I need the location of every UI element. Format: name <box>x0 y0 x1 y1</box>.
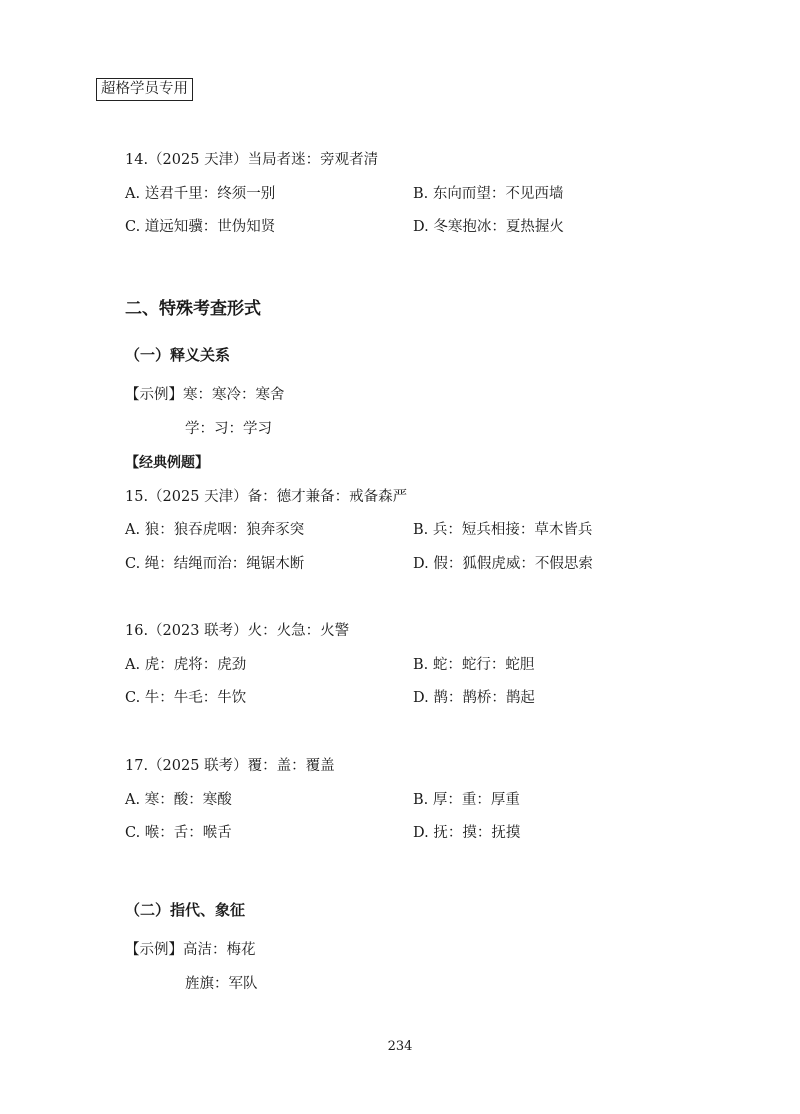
q15-stem: 15.（2025 天津）备：德才兼备：戒备森严 <box>125 489 408 505</box>
section-2-title: 二、特殊考查形式 <box>125 299 261 319</box>
q17-option-d: D. 抚：摸：抚摸 <box>413 825 521 841</box>
classic-examples-title: 【经典例题】 <box>125 455 209 471</box>
q16-option-b: B. 蛇：蛇行：蛇胆 <box>413 657 535 673</box>
q16-stem: 16.（2023 联考）火：火急：火警 <box>125 623 350 639</box>
q17-option-c: C. 喉：舌：喉舌 <box>125 825 232 841</box>
student-only-badge: 超格学员专用 <box>96 78 193 101</box>
q14-option-b: B. 东向而望：不见西墙 <box>413 186 564 202</box>
q15-option-d: D. 假：狐假虎威：不假思索 <box>413 556 593 572</box>
example-2-line-2: 旌旗：军队 <box>185 976 258 992</box>
page-number: 234 <box>387 1039 413 1054</box>
subsection-2-title: （二）指代、象征 <box>125 901 246 919</box>
q16-option-a: A. 虎：虎将：虎劲 <box>125 657 247 673</box>
q15-option-c: C. 绳：结绳而治：绳锯木断 <box>125 556 305 572</box>
q14-option-a: A. 送君千里：终须一别 <box>125 186 276 202</box>
q14-stem: 14.（2025 天津）当局者迷：旁观者清 <box>125 152 379 168</box>
q17-option-a: A. 寒：酸：寒酸 <box>125 792 232 808</box>
example-1-line-2: 学：习：学习 <box>185 421 272 437</box>
q16-option-d: D. 鹊：鹊桥：鹊起 <box>413 690 535 706</box>
q15-option-a: A. 狼：狼吞虎咽：狼奔豕突 <box>125 522 305 538</box>
q14-option-c: C. 道远知骥：世伪知贤 <box>125 219 276 235</box>
example-2-line-1: 【示例】高洁：梅花 <box>125 942 256 958</box>
q17-stem: 17.（2025 联考）覆：盖：覆盖 <box>125 758 335 774</box>
q16-option-c: C. 牛：牛毛：牛饮 <box>125 690 247 706</box>
q17-option-b: B. 厚：重：厚重 <box>413 792 520 808</box>
q15-option-b: B. 兵：短兵相接：草木皆兵 <box>413 522 593 538</box>
example-1-line-1: 【示例】寒：寒冷：寒舍 <box>125 387 285 403</box>
q14-option-d: D. 冬寒抱冰：夏热握火 <box>413 219 564 235</box>
subsection-1-title: （一）释义关系 <box>125 346 231 364</box>
